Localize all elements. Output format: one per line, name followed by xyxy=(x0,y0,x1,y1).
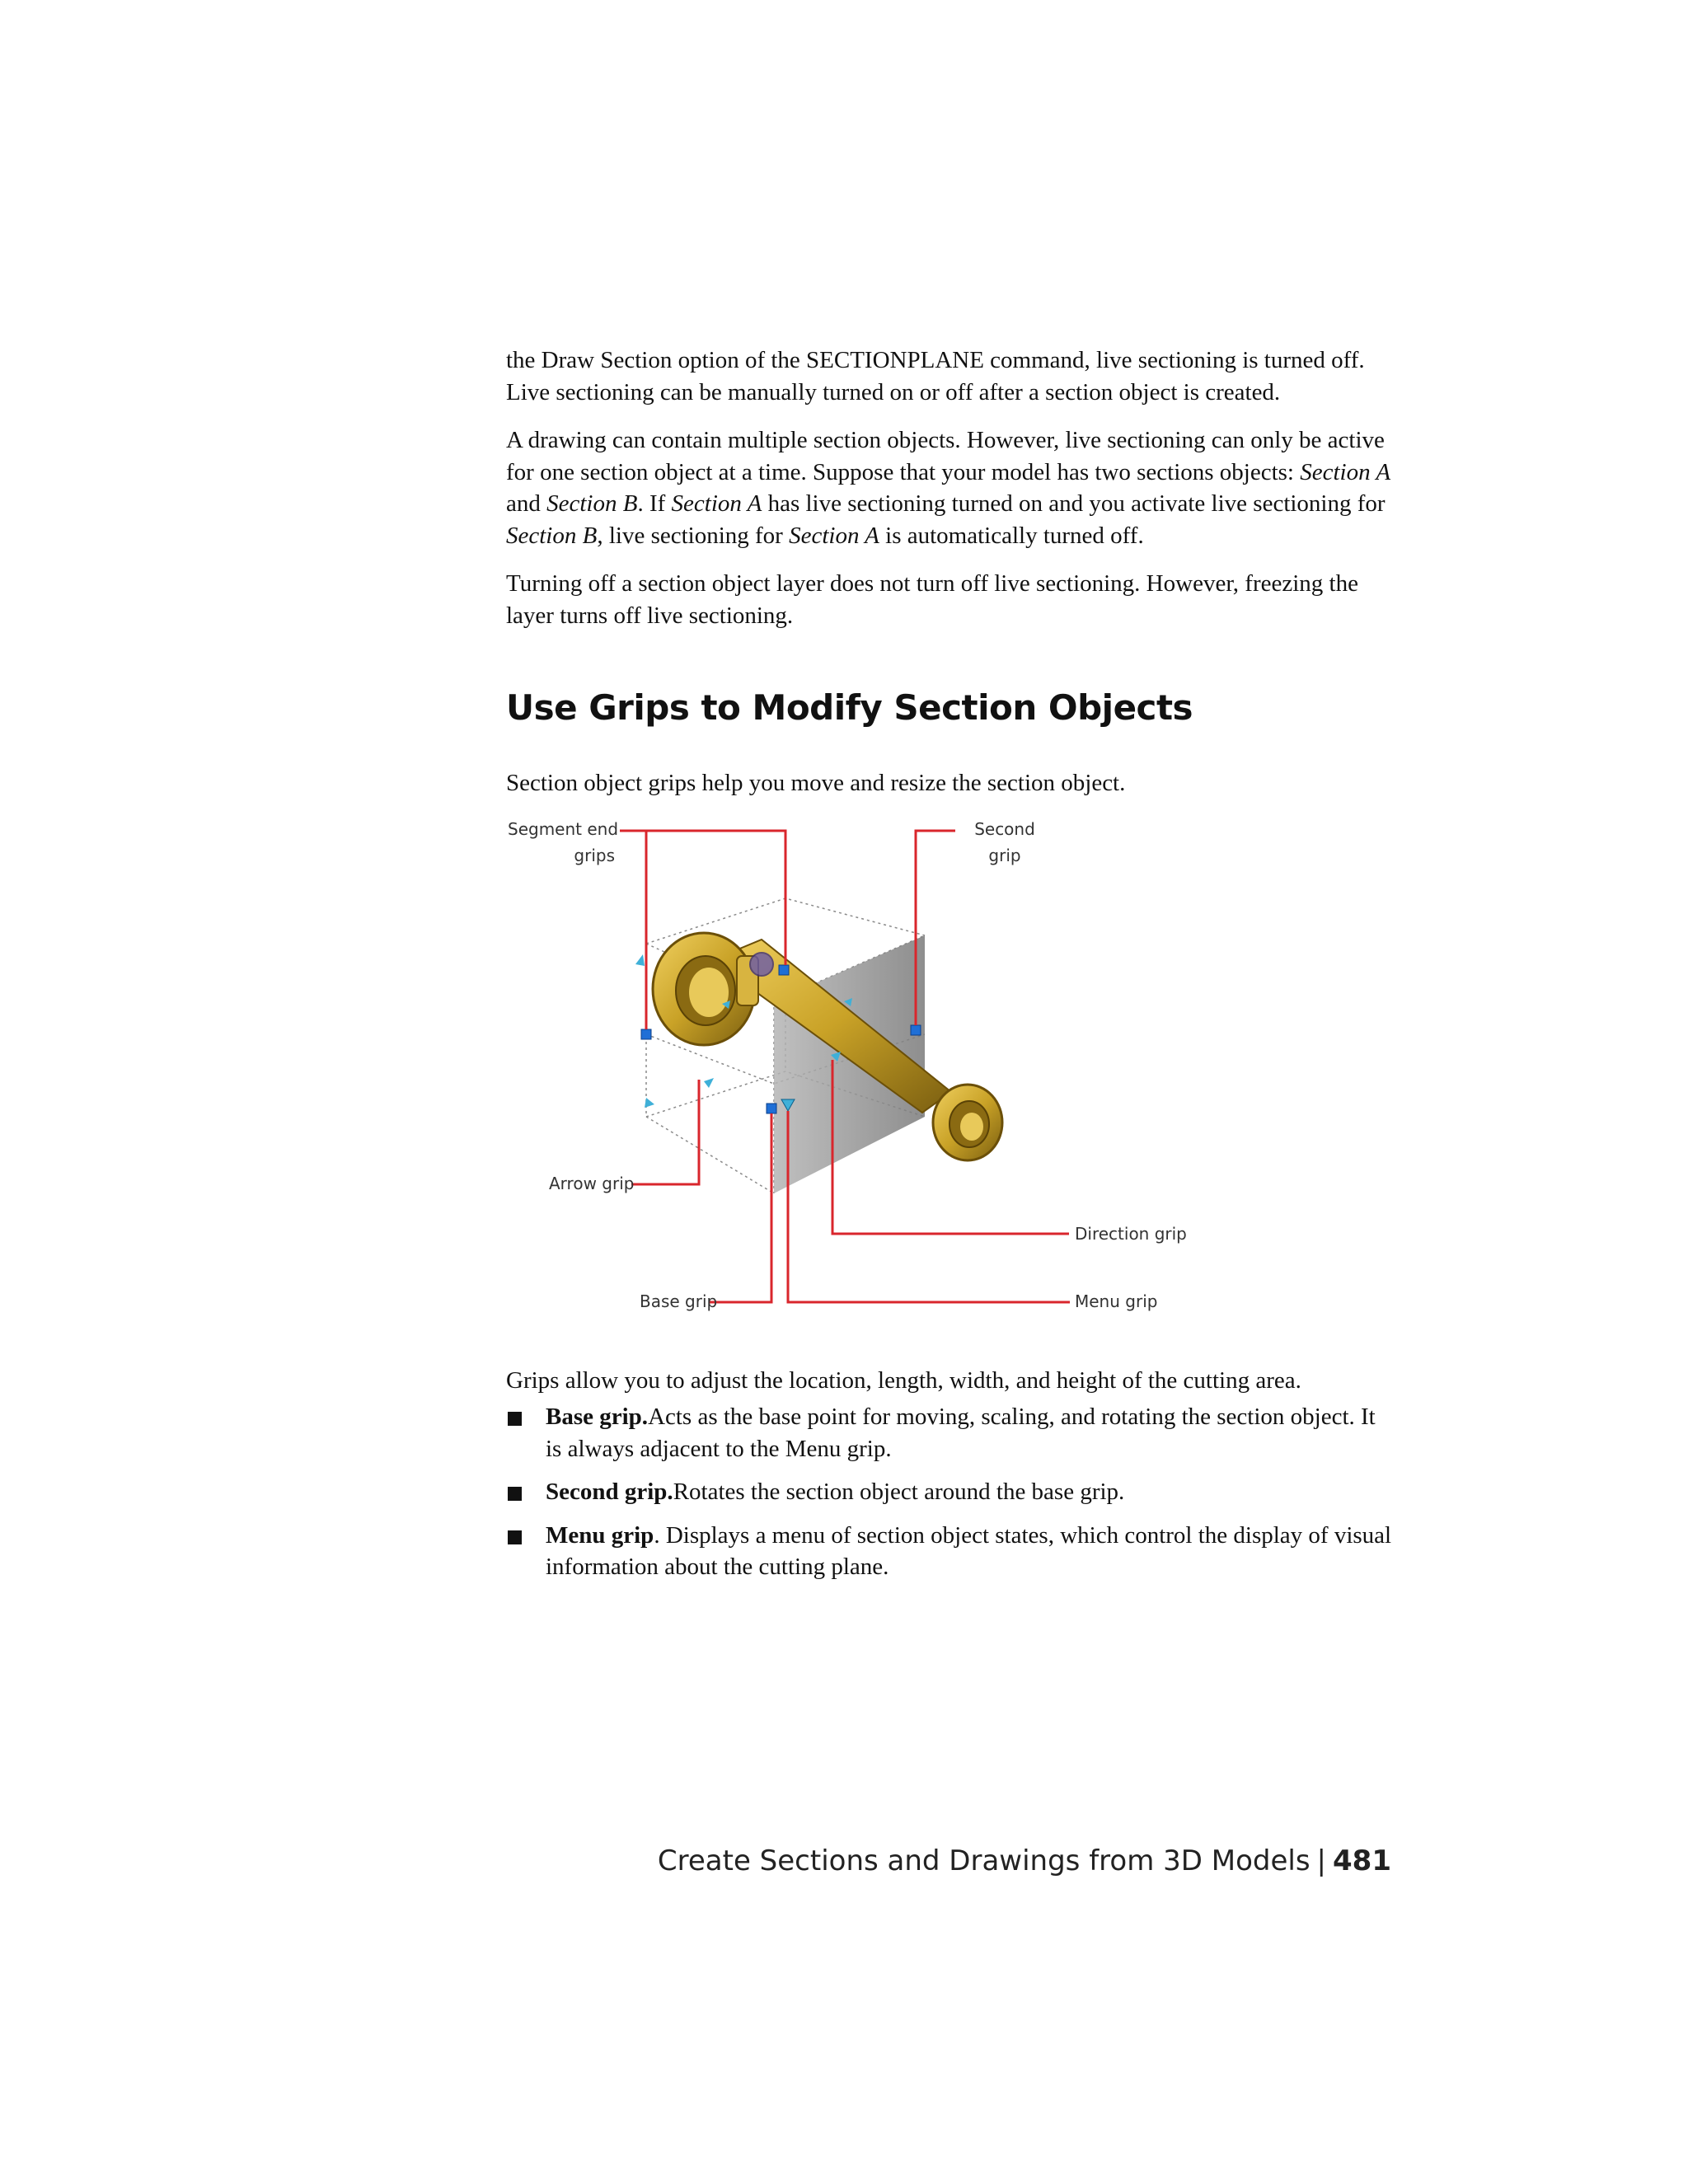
emphasis-section-b: Section B xyxy=(546,490,638,517)
bullet-square-icon xyxy=(508,1530,522,1544)
section-heading: Use Grips to Modify Section Objects xyxy=(506,687,1193,728)
text-run: , live sectioning for xyxy=(597,522,790,549)
list-item-term: Menu grip xyxy=(546,1521,654,1549)
page-footer xyxy=(658,1844,1391,1877)
emphasis-section-a: Section A xyxy=(1300,458,1391,485)
list-item-term: Second grip. xyxy=(546,1479,673,1505)
list-item xyxy=(506,1401,1396,1465)
segment-end-grip-top xyxy=(779,965,789,975)
arrow-grip-3 xyxy=(645,1098,654,1108)
base-grip xyxy=(767,1104,776,1113)
label-line: Segment end xyxy=(508,818,619,839)
text-run: A drawing can contain multiple section objects. However, live sectioning can only be active for one section object at a time. Suppose that your model has two sections objects: xyxy=(506,427,1385,485)
paragraph-3: Turning off a section object layer does not turn off live sectioning. However, freezing the layer turns off live sectioning. xyxy=(506,570,1358,629)
arrow-grip-2 xyxy=(635,954,645,966)
list-item-term: Base grip. xyxy=(546,1404,649,1430)
bullet-square-icon xyxy=(508,1412,522,1426)
section-grips-figure xyxy=(506,816,1396,1343)
page-content xyxy=(506,344,1396,1595)
arrow-grip xyxy=(704,1078,714,1088)
text-run: and xyxy=(506,490,547,517)
paragraph-1: the Draw Section option of the SECTIONPLANE command, live sectioning is turned off. Live sectioning can be manually turned on or off after a section object is created. xyxy=(506,347,1365,405)
label-segment-end-grips xyxy=(508,816,619,869)
list-item xyxy=(506,1476,1396,1508)
list-item-text: Acts as the base point for moving, scaling, and rotating the section object. It is always adjacent to the Menu grip. xyxy=(546,1404,1376,1462)
paragraph-2 xyxy=(506,424,1396,551)
emphasis-section-a: Section A xyxy=(789,522,879,549)
footer-chapter-title: Create Sections and Drawings from 3D Models xyxy=(657,1844,1311,1877)
footer-separator: | xyxy=(1316,1844,1327,1877)
list-item-text: Rotates the section object around the base grip. xyxy=(673,1479,1125,1505)
bullet-square-icon xyxy=(508,1487,522,1501)
emphasis-section-a: Section A xyxy=(671,490,762,517)
figure-illustration xyxy=(506,816,1396,1343)
list-item-text: . Displays a menu of section object states, which control the display of visual information about the cutting plane. xyxy=(546,1521,1392,1580)
label-line: grip xyxy=(988,845,1021,865)
label-base-grip: Base grip xyxy=(640,1291,718,1311)
label-line: grips xyxy=(574,845,615,865)
label-arrow-grip: Arrow grip xyxy=(549,1173,635,1193)
label-menu-grip: Menu grip xyxy=(1075,1291,1158,1311)
segment-end-grip-left xyxy=(641,1029,651,1039)
emphasis-section-b: Section B xyxy=(506,522,598,549)
after-figure-paragraph: Grips allow you to adjust the location, length, width, and height of the cutting area. xyxy=(506,1366,1301,1394)
grip-list xyxy=(506,1401,1396,1583)
label-direction-grip: Direction grip xyxy=(1075,1223,1187,1244)
text-run: . If xyxy=(637,490,672,517)
list-item xyxy=(506,1520,1396,1583)
label-second-grip xyxy=(964,816,1046,869)
text-run: has live sectioning turned on and you activate live sectioning for xyxy=(762,490,1386,517)
label-line: Second xyxy=(974,818,1035,839)
text-run: is automatically turned off. xyxy=(879,522,1144,549)
page-number: 481 xyxy=(1333,1844,1391,1877)
second-grip xyxy=(911,1025,921,1035)
intro-paragraph: Section object grips help you move and resize the section object. xyxy=(506,770,1126,796)
